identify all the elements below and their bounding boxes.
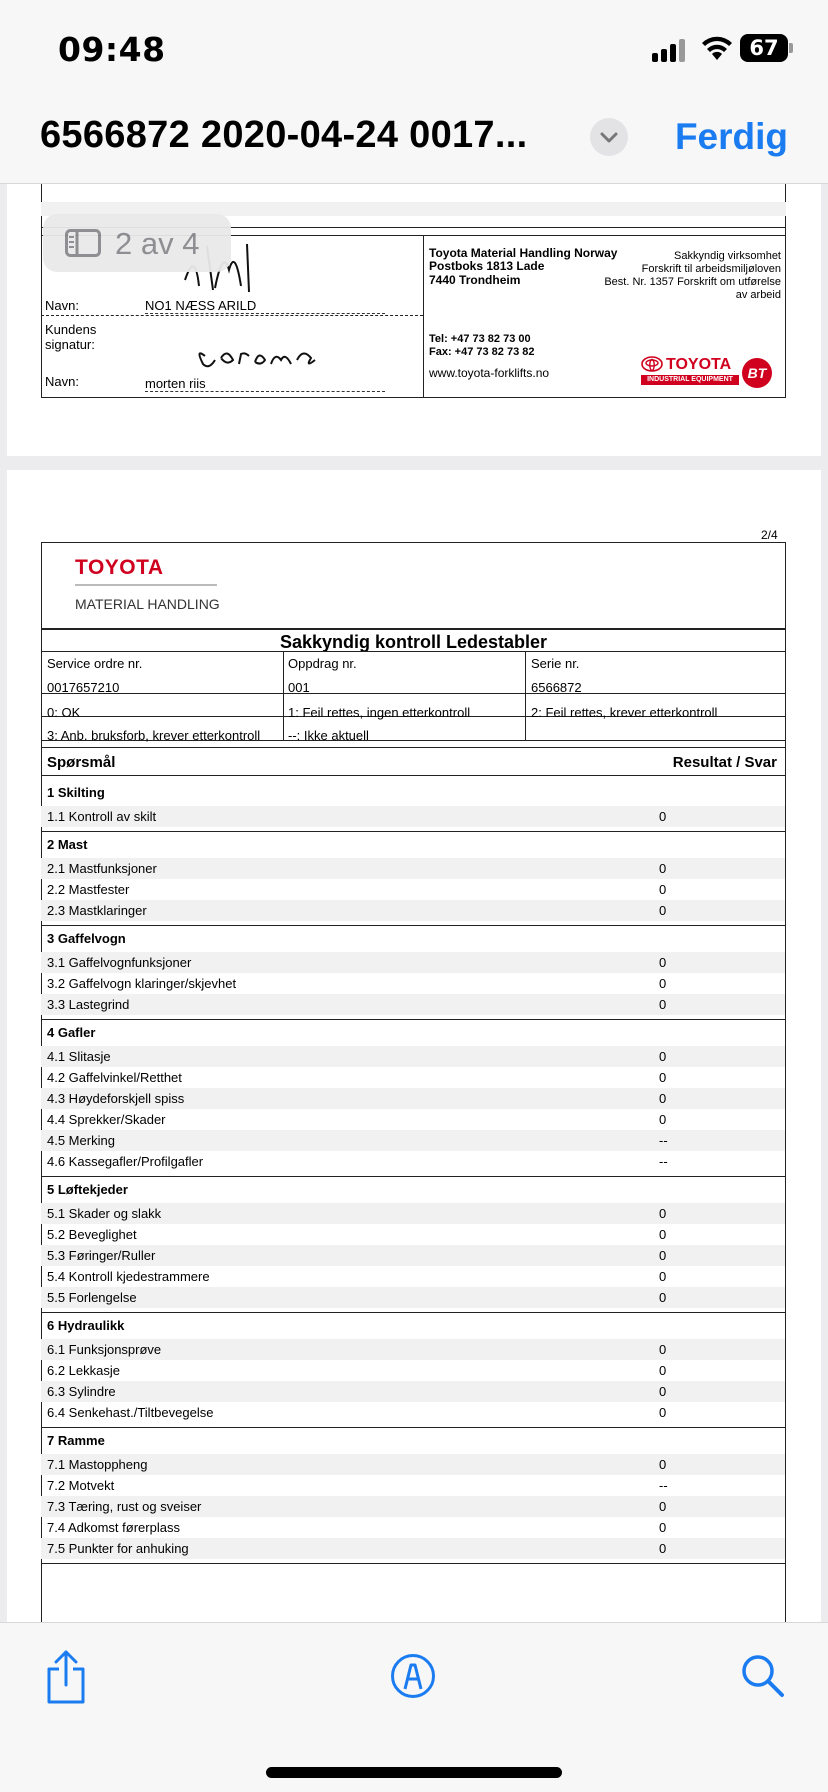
checklist-row [41, 1360, 785, 1381]
section-title: 7 Ramme [47, 1433, 105, 1448]
home-indicator[interactable] [266, 1767, 562, 1778]
cert-line-3: Best. Nr. 1357 Forskrift om utførelse [604, 276, 781, 288]
assignment-value: 001 [288, 680, 310, 695]
question-label: 5.1 Skader og slakk [47, 1206, 162, 1221]
page-indicator-label: 2 av 4 [115, 226, 200, 261]
question-label: 4.3 Høydeforskjell spiss [47, 1091, 185, 1106]
answer-value: 0 [659, 1541, 667, 1556]
answer-value: 0 [659, 1227, 667, 1242]
question-label: 6.1 Funksjonsprøve [47, 1342, 162, 1357]
customer-signature-label: Kundens signatur: [45, 322, 97, 352]
answer-value: 0 [659, 1342, 667, 1357]
technician-name: NO1 NÆSS ARILD [145, 298, 385, 314]
question-label: 4.2 Gaffelvinkel/Retthet [47, 1070, 182, 1085]
toyota-logo-text: TOYOTA [666, 356, 732, 373]
question-label: 4.1 Slitasje [47, 1049, 111, 1064]
checklist-row [41, 1203, 785, 1224]
question-label: 2.1 Mastfunksjoner [47, 861, 157, 876]
checklist-row [41, 1088, 785, 1109]
section-divider [41, 1563, 786, 1564]
pdf-page-1 [7, 184, 821, 456]
question-label: 5.3 Føringer/Ruller [47, 1248, 156, 1263]
section-divider [41, 831, 786, 832]
question-label: 7.4 Adkomst førerplass [47, 1520, 180, 1535]
cert-line-4: av arbeid [735, 289, 781, 301]
section-title: 3 Gaffelvogn [47, 931, 126, 946]
checklist-row [41, 1046, 785, 1067]
checklist-row [41, 1109, 785, 1130]
toyota-brand: TOYOTA [75, 556, 164, 579]
section-divider [41, 1312, 786, 1313]
checklist-row [41, 1245, 785, 1266]
service-order-value: 0017657210 [47, 680, 120, 695]
name-label-2: Navn: [45, 374, 79, 389]
question-label: 7.5 Punkter for anhuking [47, 1541, 189, 1556]
question-label: 7.3 Tæring, rust og sveiser [47, 1499, 202, 1514]
company-tel: Tel: +47 73 82 73 00 [429, 333, 531, 345]
question-label: 2.2 Mastfester [47, 882, 130, 897]
answer-value: 0 [659, 1049, 667, 1064]
checklist-row [41, 994, 785, 1015]
question-label: 5.5 Forlengelse [47, 1290, 137, 1305]
legend-4: --: Ikke aktuell [288, 728, 369, 743]
page-number: 2/4 [761, 528, 778, 542]
section-title: 5 Løftekjeder [47, 1182, 128, 1197]
question-label: 4.5 Merking [47, 1133, 115, 1148]
answer-value: 0 [659, 1091, 667, 1106]
question-label: 3.3 Lastegrind [47, 997, 130, 1012]
answer-value: 0 [659, 1405, 667, 1420]
page-indicator[interactable] [43, 214, 231, 272]
status-bar [0, 0, 828, 96]
toyota-logo-sub: INDUSTRIAL EQUIPMENT [641, 375, 739, 385]
serial-label: Serie nr. [531, 656, 580, 671]
answer-value: 0 [659, 1248, 667, 1263]
checklist-row [41, 1402, 785, 1423]
col-result: Resultat / Svar [672, 754, 777, 771]
checklist-row [41, 1496, 785, 1517]
checklist-row [41, 806, 785, 827]
company-address: Postboks 1813 Lade [429, 259, 545, 273]
legend-1: 1: Feil rettes, ingen etterkontroll [288, 705, 471, 720]
customer-name: morten riis [145, 376, 385, 392]
search-icon[interactable] [740, 1653, 786, 1699]
company-web[interactable]: www.toyota-forklifts.no [429, 366, 550, 380]
company-city: 7440 Trondheim [429, 273, 521, 287]
section-divider [41, 1019, 786, 1020]
question-label: 6.2 Lekkasje [47, 1363, 120, 1378]
answer-value: 0 [659, 1457, 667, 1472]
checklist-row [41, 1381, 785, 1402]
answer-value: 0 [659, 882, 667, 897]
checklist-row [41, 1538, 785, 1559]
form-title: Sakkyndig kontroll Ledestabler [279, 632, 548, 652]
section-title: 2 Mast [47, 837, 88, 852]
section-divider [41, 1176, 786, 1177]
checklist-row [41, 879, 785, 900]
answer-value: -- [659, 1133, 668, 1148]
section-title: 6 Hydraulikk [47, 1318, 125, 1333]
service-order-label: Service ordre nr. [47, 656, 143, 671]
question-label: 5.2 Beveglighet [47, 1227, 137, 1242]
section-divider [41, 1427, 786, 1428]
checklist-row [41, 973, 785, 994]
answer-value: 0 [659, 1112, 667, 1127]
checklist-row [41, 1266, 785, 1287]
answer-value: 0 [659, 809, 667, 824]
question-label: 3.2 Gaffelvogn klaringer/skjevhet [47, 976, 237, 991]
name-label: Navn: [45, 298, 79, 313]
status-time: 09:48 [58, 30, 166, 69]
wifi-icon [700, 34, 734, 62]
company-name: Toyota Material Handling Norway [429, 246, 618, 260]
toyota-brand-sub: MATERIAL HANDLING [75, 596, 220, 612]
answer-value: 0 [659, 861, 667, 876]
answer-value: 0 [659, 903, 667, 918]
question-label: 6.4 Senkehast./Tiltbevegelse [47, 1405, 214, 1420]
sidebar-icon [65, 229, 101, 257]
col-question: Spørsmål [47, 754, 116, 771]
answer-value: 0 [659, 1206, 667, 1221]
serial-value: 6566872 [531, 680, 582, 695]
cert-line-2: Forskrift til arbeidsmiljøloven [641, 263, 781, 275]
section-divider [41, 925, 786, 926]
checklist-row [41, 1454, 785, 1475]
answer-value: -- [659, 1478, 668, 1493]
answer-value: 0 [659, 1070, 667, 1085]
bottom-toolbar [0, 1622, 828, 1792]
question-label: 3.1 Gaffelvognfunksjoner [47, 955, 192, 970]
question-label: 7.1 Mastoppheng [47, 1457, 148, 1472]
checklist-row [41, 858, 785, 879]
legend-2: 2: Feil rettes, krever etterkontroll [531, 705, 718, 720]
checklist-row [41, 1130, 785, 1151]
done-button[interactable]: Ferdig [674, 116, 788, 157]
checklist-row [41, 1287, 785, 1308]
question-label: 2.3 Mastklaringer [47, 903, 147, 918]
customer-signature [193, 334, 333, 374]
section-title: 1 Skilting [47, 785, 105, 800]
answer-value: 0 [659, 1269, 667, 1284]
question-label: 1.1 Kontroll av skilt [47, 809, 157, 824]
assignment-label: Oppdrag nr. [288, 656, 357, 671]
checklist-row [41, 952, 785, 973]
legend-3: 3: Anb. bruksforb, krever etterkontroll [47, 728, 261, 743]
answer-value: 0 [659, 955, 667, 970]
answer-value: 0 [659, 997, 667, 1012]
nav-bar [0, 96, 828, 184]
checklist-row [41, 1517, 785, 1538]
cellular-signal-icon [652, 38, 686, 62]
question-label: 4.6 Kassegafler/Profilgafler [47, 1154, 204, 1169]
answer-value: 0 [659, 1290, 667, 1305]
checklist-row [41, 1339, 785, 1360]
answer-value: 0 [659, 976, 667, 991]
title-menu-button[interactable] [590, 118, 628, 156]
document-title[interactable]: 6566872 2020-04-24 0017... [40, 114, 528, 156]
checklist-row [41, 1151, 785, 1172]
checklist-row [41, 1067, 785, 1088]
question-label: 6.3 Sylindre [47, 1384, 116, 1399]
answer-value: 0 [659, 1363, 667, 1378]
battery-icon: 67 [740, 34, 788, 62]
chevron-down-icon [590, 118, 628, 156]
answer-value: 0 [659, 1384, 667, 1399]
share-icon[interactable] [44, 1649, 88, 1705]
answer-value: -- [659, 1154, 668, 1169]
toyota-emblem-icon [641, 356, 663, 372]
question-label: 7.2 Motvekt [47, 1478, 115, 1493]
question-label: 5.4 Kontroll kjedestrammere [47, 1269, 210, 1284]
markup-icon[interactable] [390, 1653, 436, 1699]
answer-value: 0 [659, 1520, 667, 1535]
bt-logo: BT [742, 358, 772, 388]
company-fax: Fax: +47 73 82 73 82 [429, 346, 535, 358]
checklist-row [41, 900, 785, 921]
checklist-row [41, 1224, 785, 1245]
pdf-page-2 [7, 470, 821, 1622]
checklist-row [41, 1475, 785, 1496]
legend-0: 0: OK [47, 705, 81, 720]
question-label: 4.4 Sprekker/Skader [47, 1112, 166, 1127]
battery-tip [789, 43, 793, 53]
cert-line-1: Sakkyndig virksomhet [674, 250, 781, 262]
answer-value: 0 [659, 1499, 667, 1514]
section-title: 4 Gafler [47, 1025, 96, 1040]
